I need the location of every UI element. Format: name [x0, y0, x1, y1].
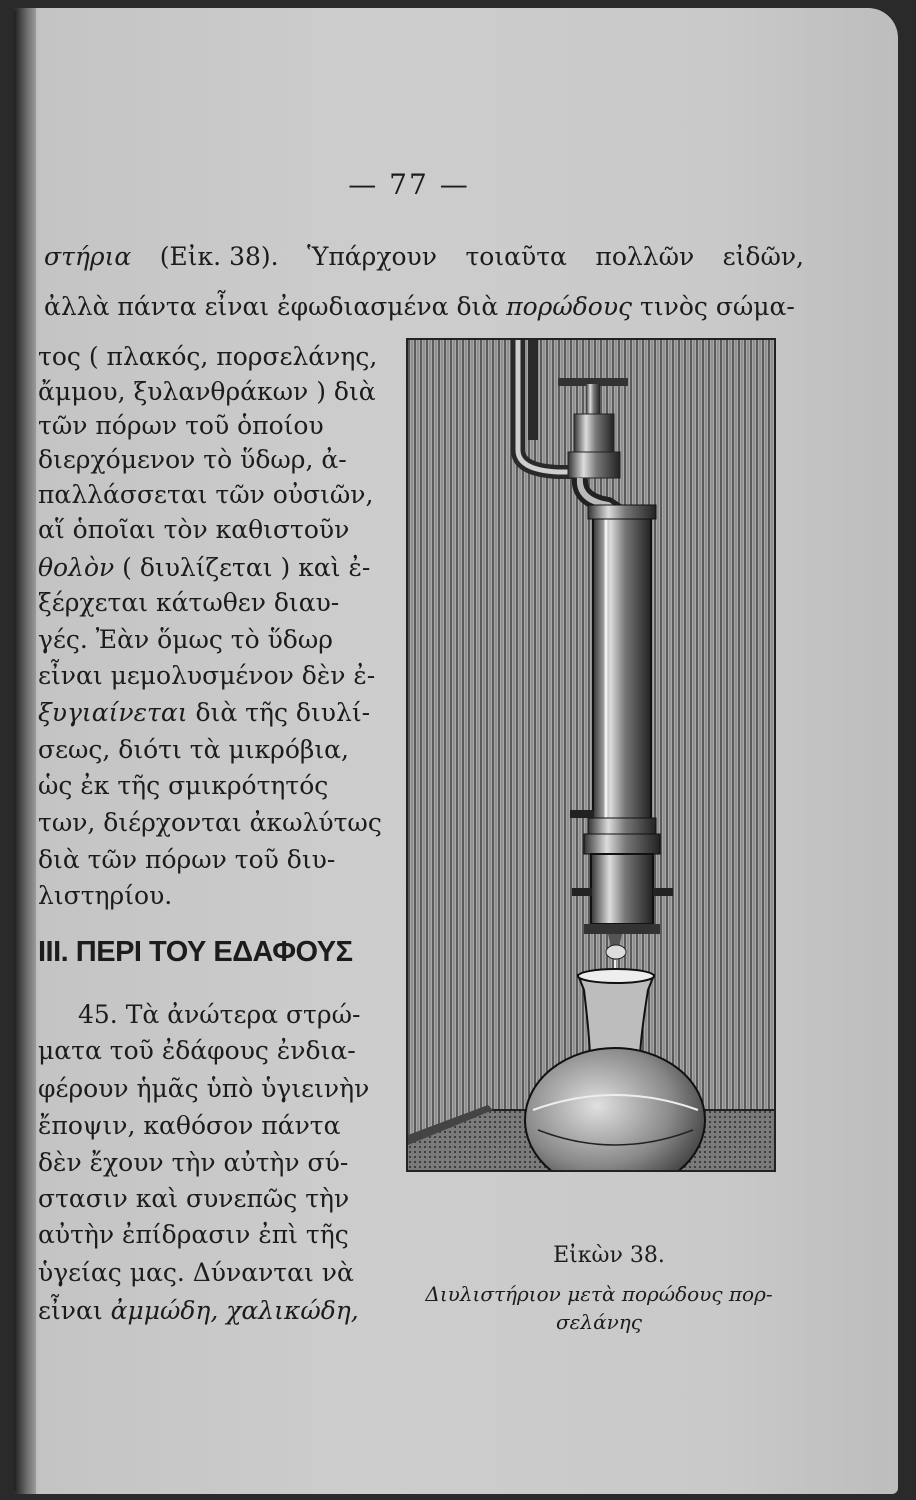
column-line: παλλάσσεται τῶν οὐσιῶν,	[38, 480, 374, 509]
column-line: θολὸν ( διυλίζεται ) καὶ ἐ-	[38, 553, 371, 582]
figure-caption-description	[384, 1280, 814, 1336]
column-line: ξυγιαίνεται διὰ τῆς διυλί-	[38, 698, 371, 727]
section-line: στασιν καὶ συνεπῶς τὴν	[38, 1184, 350, 1213]
intro-word: εἰδῶν,	[722, 242, 804, 271]
column-line: τος ( πλακός, πορσελάνης,	[38, 342, 378, 371]
column-line: ὡς ἐκ τῆς σμικρότητός	[38, 771, 329, 800]
column-line: εἶναι μεμολυσμένον δὲν ἐ-	[38, 661, 376, 690]
column-line: γές. Ἐὰν ὅμως τὸ ὕδωρ	[38, 625, 333, 654]
column-line: ἄμμου, ξυλανθράκων ) διὰ	[38, 377, 376, 406]
column-line: σεως, διότι τὰ μικρόβια,	[38, 735, 349, 764]
italic-word: ξυγιαίνεται	[38, 698, 188, 727]
italic-word: θολὸν	[38, 553, 115, 582]
column-line: αἵ ὁποῖαι τὸν καθιστοῦν	[38, 515, 350, 544]
intro-word: τοιαῦτα	[465, 242, 567, 271]
intro-text: ἀλλὰ πάντα εἶναι ἐφωδιασμένα διὰ	[44, 292, 507, 321]
section-heading: III. ΠΕΡΙ ΤΟΥ ΕΔΑΦΟΥΣ	[38, 936, 353, 968]
caption-line: σελάνης	[556, 1310, 642, 1334]
page-number: — 77 —	[348, 168, 470, 201]
intro-italic-word: πορώδους	[506, 292, 633, 321]
section-line: ἔποψιν, καθόσον πάντα	[38, 1111, 341, 1140]
intro-line-1	[44, 242, 804, 272]
column-line: ξέρχεται κάτωθεν διαυ-	[38, 588, 340, 617]
section-line: 45. Τὰ ἀνώτερα στρώ-	[78, 1000, 361, 1029]
column-line: τῶν πόρων τοῦ ὁποίου	[38, 411, 324, 440]
intro-word: πολλῶν	[595, 242, 695, 271]
column-line: λιστηρίου.	[38, 881, 173, 910]
intro-text: τινὸς σώμα-	[632, 292, 795, 321]
section-line: ματα τοῦ ἐδάφους ἐνδια-	[38, 1036, 356, 1065]
caption-line: Διυλιστήριον μετὰ πορώδους πορ-	[425, 1282, 773, 1306]
italic-phrase: ἀμμώδη, χαλικώδη,	[110, 1296, 359, 1325]
book-binding	[14, 8, 36, 1494]
intro-line-2	[44, 292, 804, 322]
figure-caption-title: Εἰκὼν 38.	[553, 1243, 665, 1268]
intro-word: στήρια	[44, 242, 132, 271]
section-line: φέρουν ἡμᾶς ὑπὸ ὑγιεινὴν	[38, 1074, 370, 1103]
column-line: διερχόμενον τὸ ὕδωρ, ἀ-	[38, 445, 347, 474]
book-page	[14, 8, 898, 1494]
column-line: διὰ τῶν πόρων τοῦ διυ-	[38, 845, 336, 874]
filter-engraving-icon	[408, 340, 774, 1170]
intro-word: (Εἰκ. 38).	[159, 242, 279, 271]
section-line: αὐτὴν ἐπίδρασιν ἐπὶ τῆς	[38, 1220, 349, 1249]
section-line: ὑγείας μας. Δύνανται νὰ	[38, 1258, 354, 1287]
figure-38-filter-illustration	[406, 338, 776, 1172]
column-line: των, διέρχονται ἀκωλύτως	[38, 808, 382, 837]
section-line: εἶναι ἀμμώδη, χαλικώδη,	[38, 1296, 359, 1325]
section-line: δὲν ἔχουν τὴν αὐτὴν σύ-	[38, 1148, 349, 1177]
intro-word: Ὑπάρχουν	[307, 242, 437, 271]
